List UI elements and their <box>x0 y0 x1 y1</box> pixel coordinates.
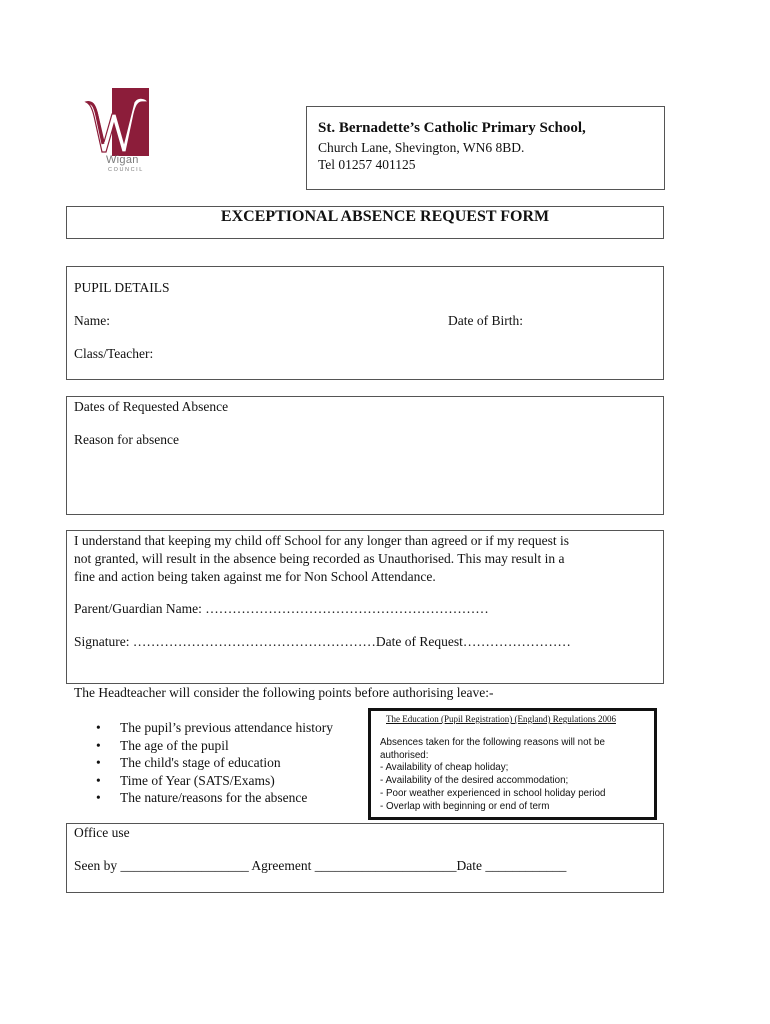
criteria-list <box>96 719 333 807</box>
logo-text: Wigan <box>106 154 139 166</box>
pupil-details-heading: PUPIL DETAILS <box>74 280 170 295</box>
list-item <box>96 719 333 737</box>
regulations-body <box>380 737 605 813</box>
regulations-line: - Availability of cheap holiday; <box>380 762 509 774</box>
declaration-text-line: not granted, will result in the absence being recorded as Unauthorised. This may result in a <box>74 551 565 566</box>
requested-dates-field[interactable]: Dates of Requested Absence <box>74 399 229 414</box>
date-of-birth-field[interactable]: Date of Birth: <box>448 313 523 328</box>
criteria-text: The age of the pupil <box>120 737 229 753</box>
criteria-text: The child's stage of education <box>120 755 281 770</box>
seen-by-agreement-date-row[interactable]: Seen by ___________________ Agreement _____________________Date ____________ <box>74 858 567 873</box>
class-teacher-field[interactable]: Class/Teacher: <box>74 346 154 361</box>
office-use-label: Office use <box>74 825 130 840</box>
pupil-name-field[interactable]: Name: <box>74 313 110 328</box>
bullet-icon: • <box>96 772 101 788</box>
form-title-text: EXCEPTIONAL ABSENCE REQUEST FORM <box>220 208 550 225</box>
logo-w-mark-icon <box>82 92 152 156</box>
declaration-text-line: I understand that keeping my child off School for any longer than agreed or if my request is <box>74 533 569 548</box>
school-telephone: Tel 01257 401125 <box>318 157 416 172</box>
headteacher-intro: The Headteacher will consider the following points before authorising leave:- <box>74 685 494 700</box>
regulations-title: The Education (Pupil Registration) (England) Regulations 2006 <box>386 714 616 724</box>
criteria-text: Time of Year (SATS/Exams) <box>120 772 275 788</box>
bullet-icon: • <box>96 790 101 805</box>
regulations-line: - Poor weather experienced in school holiday period <box>380 787 606 799</box>
bullet-icon: • <box>96 755 101 770</box>
school-name: St. Bernadette’s Catholic Primary School, <box>318 120 586 136</box>
form-title <box>0 207 770 227</box>
criteria-text: The pupil’s previous attendance history <box>120 720 333 735</box>
criteria-text: The nature/reasons for the absence <box>120 790 308 805</box>
list-item <box>96 754 333 772</box>
regulations-line: authorised: <box>380 749 429 761</box>
signature-date-field[interactable]: Signature: ………………………………………………Date of Request…………………… <box>74 634 571 649</box>
absence-reason-field[interactable]: Reason for absence <box>74 432 179 447</box>
bullet-icon: • <box>96 720 101 735</box>
school-address: Church Lane, Shevington, WN6 8BD. <box>318 140 525 155</box>
regulations-line: - Availability of the desired accommodation; <box>380 775 569 787</box>
regulations-line: Absences taken for the following reasons will not be <box>380 737 605 748</box>
list-item <box>96 789 333 807</box>
wigan-council-logo <box>82 88 152 174</box>
parent-guardian-name-field[interactable]: Parent/Guardian Name: ……………………………………………………… <box>74 601 489 616</box>
regulations-line: - Overlap with beginning or end of term <box>380 800 550 812</box>
logo-subtext: COUNCIL <box>108 167 144 173</box>
list-item <box>96 737 333 755</box>
declaration-text-line: fine and action being taken against me for Non School Attendance. <box>74 569 436 584</box>
list-item <box>96 772 333 790</box>
bullet-icon: • <box>96 737 101 753</box>
